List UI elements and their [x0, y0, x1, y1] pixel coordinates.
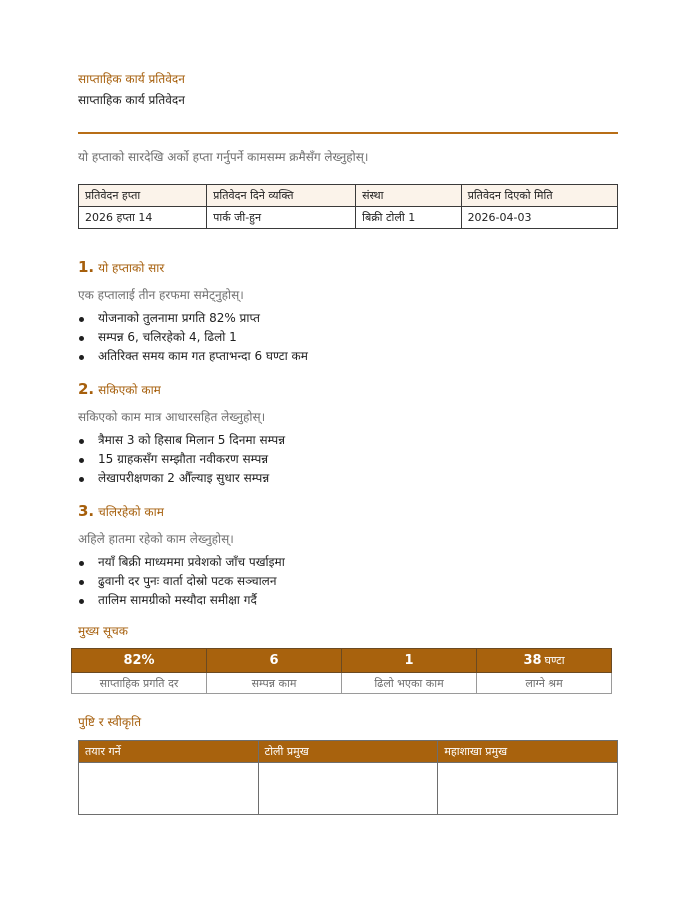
section-1-heading: [78, 258, 164, 276]
report-intro: यो हप्ताको सारदेखि अर्को हप्ता गर्नुपर्ने कामसम्म क्रमैसँग लेख्नुहोस्।: [78, 150, 369, 164]
list-item: लेखापरीक्षणका 2 औँल्याइ सुधार सम्पन्न: [78, 469, 285, 488]
kpi-label-row: [72, 673, 612, 694]
section-2-number: 2.: [78, 380, 95, 398]
kpi-label-progress: साप्ताहिक प्रगति दर: [72, 673, 207, 694]
list-item: नयाँ बिक्री माध्यममा प्रवेशको जाँच पर्खाइमा: [78, 553, 285, 572]
header-divider: [78, 132, 618, 134]
kpi-title: मुख्य सूचक: [78, 624, 128, 638]
meta-header-organization: संस्था: [356, 185, 461, 207]
signature-cell-division-head[interactable]: [438, 763, 618, 815]
section-3-description: अहिले हातमा रहेको काम लेख्नुहोस्।: [78, 532, 234, 546]
section-3-title: चलिरहेको काम: [98, 505, 164, 519]
kpi-value-delayed: [342, 649, 477, 673]
kpi-value-text: 82%: [123, 653, 155, 668]
section-3-list: [78, 553, 285, 610]
list-item: सम्पन्न 6, चलिरहेको 4, ढिलो 1: [78, 328, 308, 347]
kpi-value-text: 6: [269, 653, 279, 668]
section-1-description: एक हप्तालाई तीन हरफमा समेट्नुहोस्।: [78, 288, 244, 302]
kpi-value-completed: [207, 649, 342, 673]
section-2-list: [78, 431, 285, 488]
section-2-description: सकिएको काम मात्र आधारसहित लेख्नुहोस्।: [78, 410, 266, 424]
section-2-title: सकिएको काम: [98, 383, 161, 397]
signoff-header-team-lead: टोली प्रमुख: [258, 741, 438, 763]
section-1-number: 1.: [78, 258, 95, 276]
signoff-table: [78, 740, 618, 815]
signature-cell-team-lead[interactable]: [258, 763, 438, 815]
meta-header-week: प्रतिवेदन हप्ता: [79, 185, 207, 207]
section-3-number: 3.: [78, 502, 95, 520]
kpi-value-progress: [72, 649, 207, 673]
kpi-value-labor: [477, 649, 612, 673]
list-item: योजनाको तुलनामा प्रगति 82% प्राप्त: [78, 309, 308, 328]
report-meta-table: [78, 184, 618, 229]
kpi-value-unit: घण्टा: [544, 654, 565, 667]
meta-header-reporter: प्रतिवेदन दिने व्यक्ति: [207, 185, 356, 207]
signoff-signature-row: [79, 763, 618, 815]
list-item: त्रैमास 3 को हिसाब मिलान 5 दिनमा सम्पन्न: [78, 431, 285, 450]
kpi-label-delayed: ढिलो भएका काम: [342, 673, 477, 694]
kpi-value-text: 38: [523, 653, 542, 668]
kpi-label-completed: सम्पन्न काम: [207, 673, 342, 694]
list-item: अतिरिक्त समय काम गत हप्ताभन्दा 6 घण्टा कम: [78, 347, 308, 366]
meta-header-row: [79, 185, 618, 207]
kpi-table: [71, 648, 612, 694]
kpi-value-row: [72, 649, 612, 673]
meta-header-date: प्रतिवेदन दिएको मिति: [461, 185, 617, 207]
signature-cell-preparer[interactable]: [79, 763, 259, 815]
report-kicker: साप्ताहिक कार्य प्रतिवेदन: [78, 72, 185, 86]
report-title: साप्ताहिक कार्य प्रतिवेदन: [78, 93, 185, 107]
meta-value-reporter: पार्क जी-हुन: [207, 207, 356, 229]
section-3-heading: [78, 502, 164, 520]
meta-value-date: 2026-04-03: [461, 207, 617, 229]
list-item: ढुवानी दर पुनः वार्ता दोस्रो पटक सञ्चालन: [78, 572, 285, 591]
kpi-label-labor: लाग्ने श्रम: [477, 673, 612, 694]
list-item: 15 ग्राहकसँग सम्झौता नवीकरण सम्पन्न: [78, 450, 285, 469]
meta-value-week: 2026 हप्ता 14: [79, 207, 207, 229]
section-1-title: यो हप्ताको सार: [98, 261, 165, 275]
list-item: तालिम सामग्रीको मस्यौदा समीक्षा गर्दै: [78, 591, 285, 610]
signoff-header-preparer: तयार गर्ने: [79, 741, 259, 763]
meta-value-row: [79, 207, 618, 229]
signoff-header-division-head: महाशाखा प्रमुख: [438, 741, 618, 763]
meta-value-organization: बिक्री टोली 1: [356, 207, 461, 229]
section-1-list: [78, 309, 308, 366]
signoff-header-row: [79, 741, 618, 763]
kpi-value-text: 1: [404, 653, 414, 668]
signoff-title: पुष्टि र स्वीकृति: [78, 715, 142, 729]
section-2-heading: [78, 380, 161, 398]
